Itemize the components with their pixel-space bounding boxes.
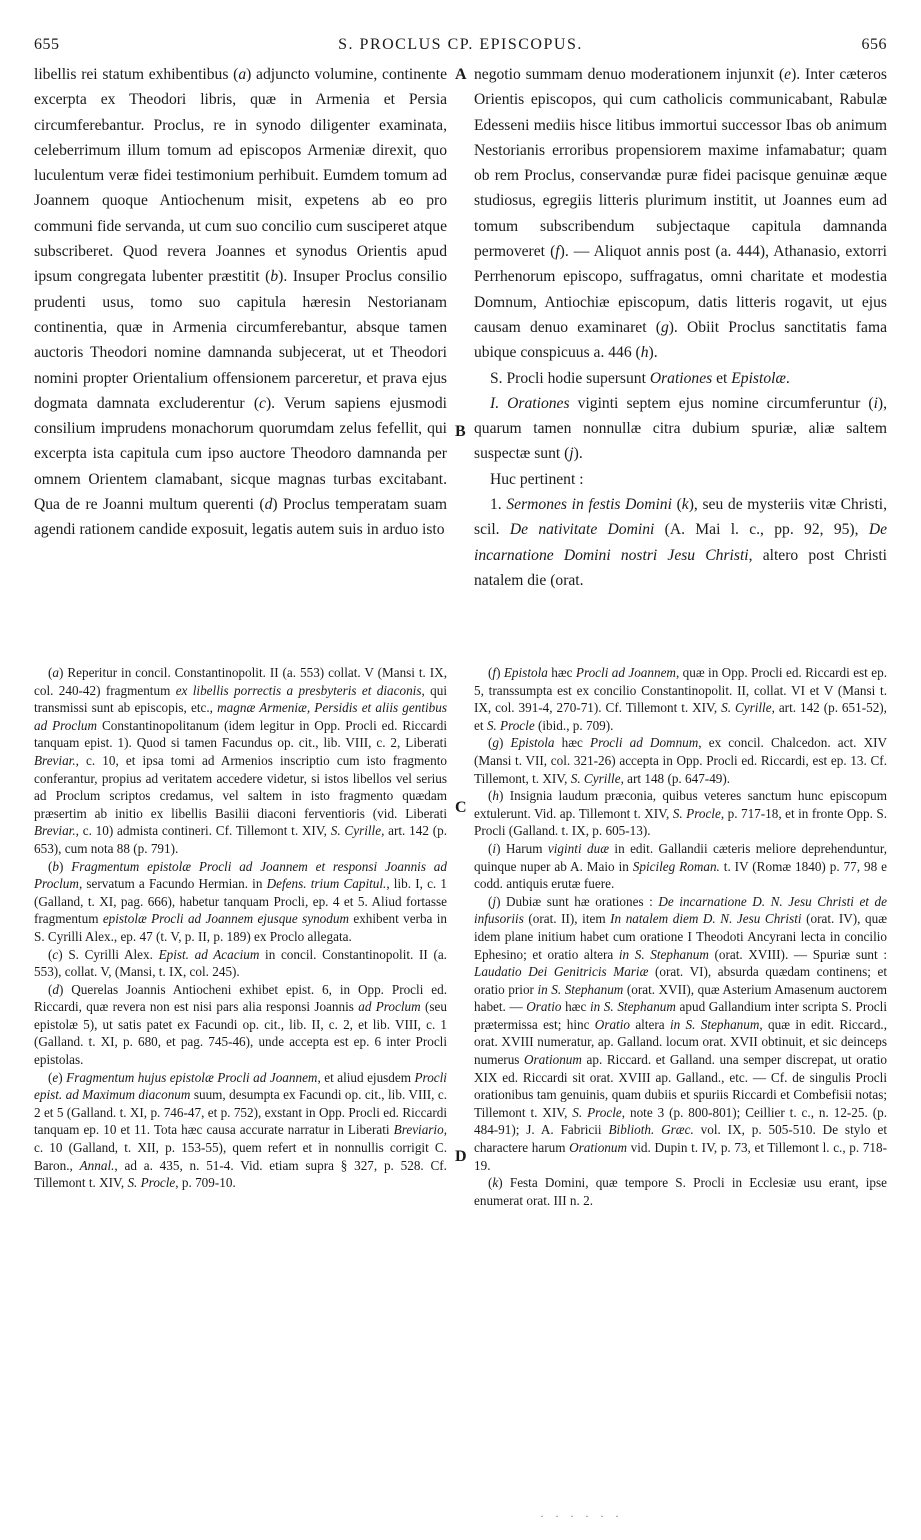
footnote: (g) Epistola hæc Procli ad Domnum, ex concil. Chalcedon. act. XIV (Mansi t. VII, col. 321-26) accepta in Opp. Procli ed. Riccardi, est ep. 13. Cf. Tillemont, t. XIV, S. Cyrille, art 148 (p. 647-49).	[474, 735, 888, 786]
body-paragraph: 1. Sermones in festis Domini (k), seu de mysteriis vitæ Christi, scil. De nativitate Domini (A. Mai l. c., pp. 92, 95), De incarnatione Domini nostri Jesu Christi, altero post Christi natalem die (orat.	[474, 496, 888, 589]
footnote: (a) Reperitur in concil. Constantinopolit. II (a. 553) collat. V (Mansi t. IX, col. 240-42) fragmentum ex libellis porrectis a presbyteris et diaconis, qui transmissi sunt ab episcopis, etc., magnæ Armeniæ, Persidis et aliis gentibus ad Proclum Constantinopolitanum (idem legitur in Opp. Procli ed. Riccardi tanquam epist. 1). Quod si tamen Facundus op. cit., lib. VIII, c. 2, Liberati Breviar., c. 10, et ipsa tomi ad Armenios inscriptio cum isto fragmento conferantur, propius ad veritatem accedere videtur, si istos libellos vel serius ad Proclum scriptos credamus, vel saltem in isto fragmento quædam præsertim ab initio ex libellis Basilii diaconi ferventioris (vid. Liberati Breviar., c. 10) admista contineri. Cf. Tillemont t. XIV, S. Cyrille, art. 142 (p. 653), cum nota 88 (p. 791).	[34, 665, 447, 856]
body-paragraph: I. Orationes viginti septem ejus nomine circumferuntur (i), quarum tamen nonnullæ citra dubium spuriæ, aliæ saltem suspectæ sunt (j).	[474, 394, 887, 463]
page-footer-ornament: · · · · · ·	[540, 1509, 623, 1523]
running-title: S. PROCLUS CP. EPISCOPUS.	[338, 36, 583, 53]
body-paragraph: S. Procli hodie supersunt Orationes et Epistolæ.	[490, 369, 790, 387]
body-column-right	[474, 62, 887, 593]
footnote: (e) Fragmentum hujus epistolæ Procli ad Joannem, et aliud ejusdem Procli epist. ad Maximum diaconum suum, desumpta ex Facundi op. cit., lib. VIII, c. 2 et 5 (Galland. t. XI, p. 746-47, et p. 752), exstant in Opp. Procli ed. Riccardi tanquam ep. 10 et 11. Tota hæc causa accurate narratur in Liberati Breviario, c. 10 (Galland, t. XII, p. 153-55), quem refert et in nonnullis corrigit C. Baron., Annal., ad a. 435, n. 51-4. Vid. etiam supra § 327, p. 528. Cf. Tillemont t. XIV, S. Procle, p. 709-10.	[34, 1069, 447, 1191]
page-number-left: 655	[34, 36, 60, 53]
body-paragraph: negotio summam denuo moderationem injunxit (e). Inter cæteros Orientis episcopos, qui cum catholicis communicabant, Rabulæ Edesseni mediis hisce litibus immortui successor Ibas ob animum Nestorianis erroribus propensiorem maxime infamabatur; quam ob rem Proclus, conservandæ puræ fidei pacisque genuinæ æque studiosus, egregiis litteris plurimum institit, ut Joannes eum ad tomum subscribendum subjectaque capitula damnanda permoveret (f). — Aliquot annis post (a. 444), Athanasio, extorri Perrhenorum episcopo, suffragatus, omni charitate et modestia Domnum, Antiochiæ episcopum, datis litteris rogavit, ut ejus causam denuo examinaret (g). Obiit Proclus sanctitatis fama ubique conspicuus a. 446 (h).	[474, 66, 887, 362]
margin-marker-d: D	[455, 1148, 467, 1165]
running-header	[34, 36, 887, 60]
body-paragraph: Huc pertinent :	[490, 470, 584, 488]
footnote: (f) Epistola hæc Procli ad Joannem, quæ in Opp. Procli ed. Riccardi est ep. 5, transsumpta est ex concilio Constantinopolit. II, collat. VI et V (Mansi t. IX, col. 391-4, 270-71). Cf. Tillemont t. XIV, S. Cyrille, art. 142 (p. 651-52), et S. Procle (ibid., p. 709).	[474, 665, 887, 733]
body-column-left	[34, 62, 447, 543]
footnote: (j) Dubiæ sunt hæ orationes : De incarnatione D. N. Jesu Christi et de infusoriis (orat. II), item In natalem diem D. N. Jesu Christi (orat. IV), quæ idem plane initium habet cum oratione I Theodoti Ancyrani lecta in concilio Ephesino; et oratio altera in S. Stephanum (orat. XVIII). — Spuriæ sunt : Laudatio Dei Genitricis Mariæ (orat. VI), absurda quædam continens; et oratio prior in S. Stephanum (orat. XVII), quæ Asterium Amasenum auctorem habet. — Oratio hæc in S. Stephanum apud Gallandium inter scripta S. Procli prætermissa est; hinc Oratio altera in S. Stephanum, quæ in edit. Riccard., orat. XVIII numeratur, ap. Galland. locum orat. XVII obtinuit, et sic deinceps numerus Orationum ap. Riccard. et Galland. una semper discrepat, ut oratio XIX ed. Riccardi sit orat. XVIII ap. Galland., etc. — Cf. de singulis Procli orationibus tam genuinis, quam dubiis et spuriis Riccardi et Combefisii notas; Tillemont t. XIV, S. Procle, note 3 (p. 800-801); Ceillier t. c., n. 12-25. (p. 484-91); J. A. Fabricii Biblioth. Græc. vol. IX, p. 505-510. De stylo et charactere harum Orationum vid. Dupin t. IV, p. 73, et Tillemont l. c., p. 718-19.	[474, 893, 888, 1173]
footnote: (i) Harum viginti duæ in edit. Gallandii cæteris meliore deprehenduntur, quinque nuper ab A. Maio in Spicileg Roman. t. IV (Romæ 1840) p. 77, 98 e codd. antiquis erutæ fuere.	[474, 840, 887, 892]
body-paragraph: libellis rei statum exhibentibus (a) adjuncto volumine, continente excerpta ex Theodori libris, quæ in Armenia et Persia circumferebantur. Proclus, re in synodo diligenter examinata, celeberrimum illum tomum ad episcopos Armeniæ direxit, quo luculentum veræ fidei testimonium perhibuit. Eumdem tomum ad Joannem quoque Antiochenum misit, expetens ab eo pro communi fide servanda, ut cum suo concilio cum susciperet atque subscriberet. Quod revera Joannes et synodus Orientis apud ipsum congregata lubenter præstitit (b). Insuper Proclus consilio prudenti usus, tomo suo capitula hæresin Nestorianam continentia, quæ in Armenia circumferebantur, absque tamen auctoris Theodori nomine damnanda subjecerat, ut et Theodori nomini propter Orientalium offensionem parceretur, et prava ejus dogmata damnata excluderentur (c). Verum sapiens ejusmodi consilium imprudens monachorum quorumdam zelus fefellit, qui excerpta ista capitula cum ipso auctore Theodoro damnanda per omnem Orientem clamabant, sicque magnas turbas excitabant. Qua de re Joanni multum querenti (d) Proclus temperatam suam agendi rationem candide exposuit, legatis autem suis in arduo isto	[34, 66, 448, 539]
footnote: (d) Querelas Joannis Antiocheni exhibet epist. 6, in Opp. Procli ed. Riccardi, quæ revera non est nisi pars alia responsi Joannis ad Proclum (seu epistolæ 5), ut satis patet ex Facundi op. cit., lib. II, c. 2, et lib. VIII, c. 1 (Galland. t. XI, p. 680, et pag. 745-46), unde accepta est ep. 6 inter Procli epistolas.	[34, 981, 447, 1068]
footnote: (k) Festa Domini, quæ tempore S. Procli in Ecclesiæ usu erant, ipse enumerat orat. III n. 2.	[474, 1175, 887, 1208]
footnote: (c) S. Cyrilli Alex. Epist. ad Acacium in concil. Constantinopolit. II (a. 553), collat. V, (Mansi, t. IX, col. 245).	[34, 946, 447, 980]
footnotes-column-left	[34, 664, 447, 1192]
margin-marker-c: C	[455, 799, 467, 816]
footnotes-column-right	[474, 664, 887, 1209]
margin-marker-a: A	[455, 66, 467, 83]
margin-marker-b: B	[455, 423, 466, 440]
footnote: (b) Fragmentum epistolæ Procli ad Joannem et responsi Joannis ad Proclum, servatum a Facundo Hermian. in Defens. trium Capitul., lib. I, c. 1 (Galland, t. XI, pag. 666), habetur tanquam Procli, ep. 4 et 5. Aliud fortasse fragmentum epistolæ Procli ad Joannem ejusque synodum exhibent verba in S. Cyrilli Alex., ep. 47 (t. V, p. II, p. 189) ex Proclo allegata.	[34, 858, 447, 944]
footnote: (h) Insignia laudum præconia, quibus veteres sanctum hunc episcopum extulerunt. Vid. ap. Tillemont t. XIV, S. Procle, p. 717-18, et in fronte Opp. S. Procli (Galland. t. IX, p. 605-13).	[474, 788, 887, 839]
page-number-right: 656	[861, 36, 887, 53]
